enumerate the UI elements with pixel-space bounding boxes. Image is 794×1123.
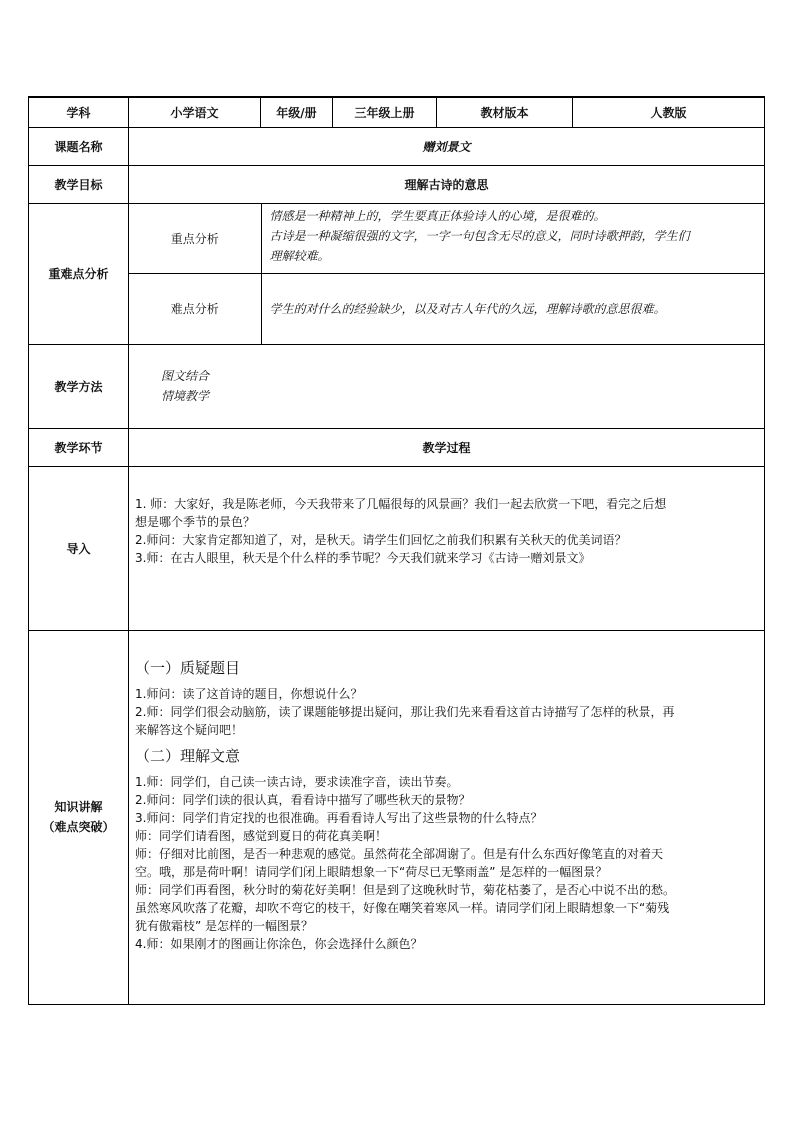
knowledge-row [29, 630, 765, 1004]
section2-line: 4.师：如果刚才的图画让你涂色，你会选择什么颜色？ [135, 936, 423, 951]
lesson-row [29, 127, 765, 165]
difficulty-label: 重难点分析 [29, 203, 129, 344]
hard-analysis-text: 学生的对什么的经验缺少，以及对古人年代的久远，理解诗歌的意思很难。 [269, 302, 666, 317]
header-row [29, 97, 765, 127]
method-line: 图文结合 [161, 369, 210, 383]
key-line: 古诗是一种凝缩很强的文字，一字一句包含无尽的意义，同时诗歌押韵，学生们 [269, 228, 690, 243]
subject-label: 学科 [29, 97, 129, 127]
edition-value: 人教版 [573, 97, 765, 127]
section2-line: 师：同学们再看图，秋分时的菊花好美啊！但是到了这晚秋时节，菊花枯萎了，是否心中说不出的愁。 [135, 882, 676, 897]
intro-content [129, 466, 765, 630]
lesson-label: 课题名称 [29, 127, 129, 165]
edition-label: 教材版本 [437, 97, 573, 127]
intro-line: 想是哪个季节的景色？ [135, 514, 256, 529]
intro-label: 导入 [29, 466, 129, 630]
key-analysis-text [261, 204, 764, 274]
intro-line: 3.师：在古人眼里，秋天是个什么样的季节呢？今天我们就来学习《古诗一赠刘景文》 [135, 550, 591, 565]
knowledge-label [29, 630, 129, 1004]
intro-row [29, 466, 765, 630]
section2-line: 空。哦，那是荷叶啊！请同学们闭上眼睛想象一下“荷尽已无擎雨盖” 是怎样的一幅图景？ [135, 864, 608, 879]
lesson-plan-table [28, 96, 765, 1005]
goal-label: 教学目标 [29, 165, 129, 203]
method-label: 教学方法 [29, 344, 129, 428]
knowledge-label-line2: （难点突破） [42, 820, 115, 834]
subject-value: 小学语文 [129, 97, 261, 127]
key-line: 理解较难。 [269, 248, 330, 263]
method-row [29, 344, 765, 428]
section2-line: 犹有傲霜枝” 是怎样的一幅图景？ [135, 918, 314, 933]
section1-title: （一）质疑题目 [135, 658, 241, 677]
key-analysis-label: 重点分析 [129, 204, 261, 274]
knowledge-content [129, 630, 765, 1004]
lesson-title: 赠刘景文 [129, 127, 765, 165]
section1-line: 来解答这个疑问吧！ [135, 722, 244, 737]
section2-line: 师：同学们请看图，感觉到夏日的荷花真美啊！ [135, 828, 388, 843]
intro-line: 2.师问：大家肯定都知道了，对，是秋天。请学生们回忆之前我们积累有关秋天的优美词语？ [135, 532, 627, 547]
method-line: 情境教学 [161, 389, 210, 403]
section2-line: 虽然寒风吹落了花瓣，却吹不弯它的枝干，好像在嘲笑着寒风一样。请同学们闭上眼睛想象一下“菊残 [135, 900, 670, 915]
section1-line: 2.师：同学们很会动脑筋，读了课题能够提出疑问，那让我们先来看看这首古诗描写了怎样的秋景，再 [135, 704, 675, 719]
section2-line: 3.师问：同学们肯定找的也很准确。再看看诗人写出了这些景物的什么特点？ [135, 810, 543, 825]
section1-line: 1.师问：读了这首诗的题目，你想说什么？ [135, 686, 363, 701]
process-value: 教学过程 [129, 428, 765, 466]
intro-line: 1. 师：大家好，我是陈老师，今天我带来了几幅很每的风景画？我们一起去欣赏一下吧，看完之后想 [135, 496, 667, 511]
section2-line: 1.师：同学们，自己读一读古诗，要求读准字音，读出节奏。 [135, 774, 459, 789]
section2-line: 师：仔细对比前图，是否一种悲观的感觉。虽然荷花全部凋谢了。但是有什么东西好像笔直的对着天 [135, 846, 664, 861]
process-label: 教学环节 [29, 428, 129, 466]
grade-label: 年级/册 [261, 97, 333, 127]
hard-analysis-label: 难点分析 [129, 274, 261, 344]
process-row [29, 428, 765, 466]
grade-value: 三年级上册 [333, 97, 437, 127]
section2-line: 2.师问：同学们读的很认真，看看诗中描写了哪些秋天的景物？ [135, 792, 471, 807]
method-content [129, 344, 765, 428]
goal-value: 理解古诗的意思 [129, 165, 765, 203]
goal-row [29, 165, 765, 203]
knowledge-label-line1: 知识讲解 [54, 800, 103, 814]
key-line: 情感是一种精神上的，学生要真正体验诗人的心境，是很难的。 [269, 208, 606, 223]
section2-title: （二）理解文意 [135, 746, 241, 765]
difficulty-row [29, 203, 765, 344]
difficulty-content [129, 203, 765, 344]
difficulty-nested-table [129, 204, 764, 344]
